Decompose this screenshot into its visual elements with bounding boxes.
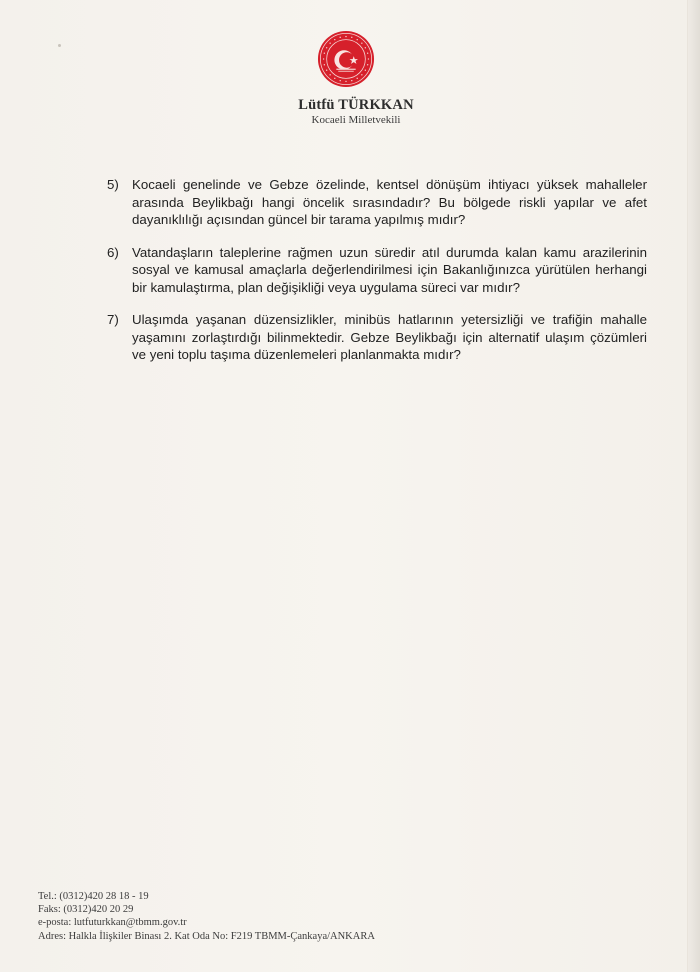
- footer-email: e-posta: lutfuturkkan@tbmm.gov.tr: [38, 917, 187, 929]
- question-item: [107, 311, 647, 364]
- scan-speck: [58, 44, 61, 47]
- deputy-title: Kocaeli Milletvekili: [311, 114, 401, 126]
- contact-footer: [38, 890, 375, 943]
- page-edge-shadow: [687, 0, 700, 972]
- footer-phone: Tel.: (0312)420 28 18 - 19: [38, 891, 149, 902]
- question-text: Vatandaşların taleplerine rağmen uzun süredir atıl durumda kalan kamu arazilerinin sosyal ve kamusal amaçlarla değerlendirilmesi için Bakanlığınızca yürütülen herhangi bir kamulaştırma, plan değişikliği veya uygulama süreci var mıdır?: [132, 244, 647, 295]
- question-number: 6): [107, 244, 119, 260]
- footer-address: Adres: Halkla İlişkiler Binası 2. Kat Oda No: F219 TBMM-Çankaya/ANKARA: [38, 930, 375, 942]
- question-number: 7): [107, 312, 119, 327]
- tbmm-seal-icon: [317, 30, 375, 88]
- footer-fax: Faks: (0312)420 20 29: [38, 904, 134, 916]
- deputy-name: Lütfü TÜRKKAN: [298, 97, 414, 113]
- question-item: [107, 176, 647, 229]
- question-list: [107, 176, 647, 379]
- question-text: Kocaeli genelinde ve Gebze özelinde, kentsel dönüşüm ihtiyacı yüksek mahalleler arasında Beylikbağı hangi öncelik sırasındadır? Bu bölgede riskli yapılar ve afet dayanıklılığı açısından güncel bir tarama yapılmış mıdır?: [132, 177, 647, 227]
- question-text: Ulaşımda yaşanan düzensizlikler, minibüs hatlarının yetersizliği ve trafiğin mahalle yaşamını zorlaştırdığı bilinmektedir. Gebze Beylikbağı için alternatif ulaşım çözümleri ve yeni toplu taşıma düzenlemeleri planlanmakta mıdır?: [132, 312, 647, 362]
- question-number: 5): [107, 177, 119, 192]
- question-item: [107, 244, 647, 297]
